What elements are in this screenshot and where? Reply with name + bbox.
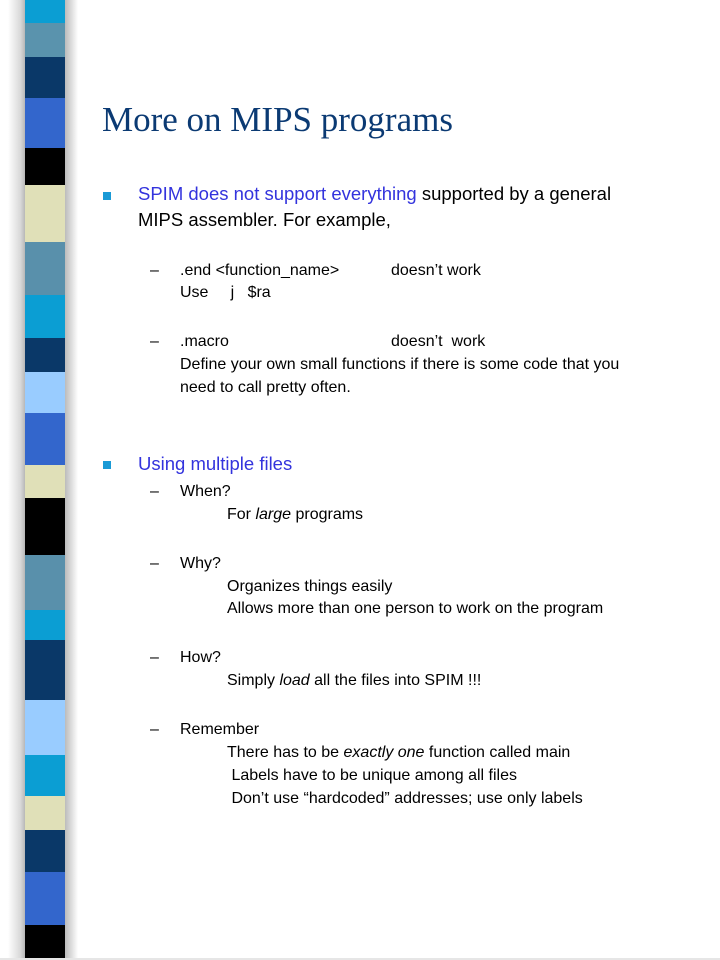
- square-bullet-icon: [103, 461, 111, 469]
- sub-1-2-code: .macro: [180, 333, 229, 350]
- bullet-1-line-2: MIPS assembler. For example,: [138, 209, 391, 230]
- strip-segment: [25, 830, 65, 872]
- sub-when-heading: When?: [180, 483, 231, 500]
- dash-marker: –: [150, 721, 159, 738]
- sub-remember-heading: Remember: [180, 721, 260, 738]
- slide-title: More on MIPS programs: [102, 100, 453, 139]
- strip-segment: [25, 338, 65, 372]
- strip-segment: [25, 413, 65, 465]
- sub-how-detail: [227, 673, 481, 689]
- strip-segment: [25, 796, 65, 830]
- detail-text: all the files into SPIM !!!: [309, 672, 482, 689]
- strip-segment: [25, 640, 65, 700]
- bullet-2-highlight: Using multiple files: [138, 453, 293, 474]
- sub-remember-detail-1: [227, 745, 570, 761]
- sub-1-1-code: .end <function_name>: [180, 262, 340, 279]
- bullet-1-highlight: SPIM does not support everything: [138, 183, 417, 204]
- dash-marker: –: [150, 649, 159, 666]
- sub-remember-detail-3: Don’t use “hardcoded” addresses; use only labels: [227, 790, 583, 807]
- dash-marker: –: [150, 555, 159, 572]
- detail-text: For: [227, 506, 256, 523]
- sub-1-1-status: doesn’t work: [391, 262, 481, 279]
- strip-segment: [25, 372, 65, 413]
- detail-text: Simply: [227, 672, 280, 689]
- detail-emphasis: load: [279, 672, 310, 689]
- sub-remember-detail-2: Labels have to be unique among all files: [227, 767, 517, 784]
- detail-text: programs: [291, 506, 364, 523]
- strip-segment: [25, 242, 65, 295]
- sub-why-heading: Why?: [180, 555, 221, 572]
- sub-1-2-hint-line-1: Define your own small functions if there is some code that you: [180, 356, 620, 373]
- detail-text: function called main: [424, 744, 571, 761]
- strip-segment: [25, 98, 65, 148]
- dash-marker: –: [150, 483, 159, 500]
- sub-1-1-hint: Use j $ra: [180, 284, 271, 301]
- dash-marker: –: [150, 262, 159, 279]
- sub-how-heading: How?: [180, 649, 221, 666]
- dash-marker: –: [150, 333, 159, 350]
- strip-segment: [25, 498, 65, 555]
- decorative-color-strip: [25, 0, 65, 960]
- square-bullet-icon: [103, 192, 111, 200]
- detail-text: There has to be: [227, 744, 344, 761]
- strip-segment: [25, 0, 65, 23]
- detail-emphasis: exactly one: [343, 744, 425, 761]
- strip-segment: [25, 872, 65, 925]
- strip-segment: [25, 148, 65, 185]
- strip-segment: [25, 23, 65, 57]
- strip-segment: [25, 925, 65, 960]
- strip-segment: [25, 700, 65, 755]
- sub-why-detail-2: Allows more than one person to work on the program: [227, 600, 604, 617]
- strip-segment: [25, 465, 65, 498]
- detail-emphasis: large: [255, 506, 292, 523]
- strip-segment: [25, 295, 65, 338]
- sub-1-2-hint-line-2: need to call pretty often.: [180, 379, 351, 396]
- sub-1-2-status: doesn’t work: [391, 333, 486, 350]
- sub-when-detail: [227, 507, 363, 523]
- strip-segment: [25, 755, 65, 796]
- strip-segment: [25, 185, 65, 242]
- sub-why-detail-1: Organizes things easily: [227, 578, 393, 595]
- strip-segment: [25, 610, 65, 640]
- strip-segment: [25, 555, 65, 610]
- bullet-1-rest: supported by a general: [416, 183, 612, 204]
- strip-segment: [25, 57, 65, 98]
- bullet-1-line-1: [138, 185, 611, 204]
